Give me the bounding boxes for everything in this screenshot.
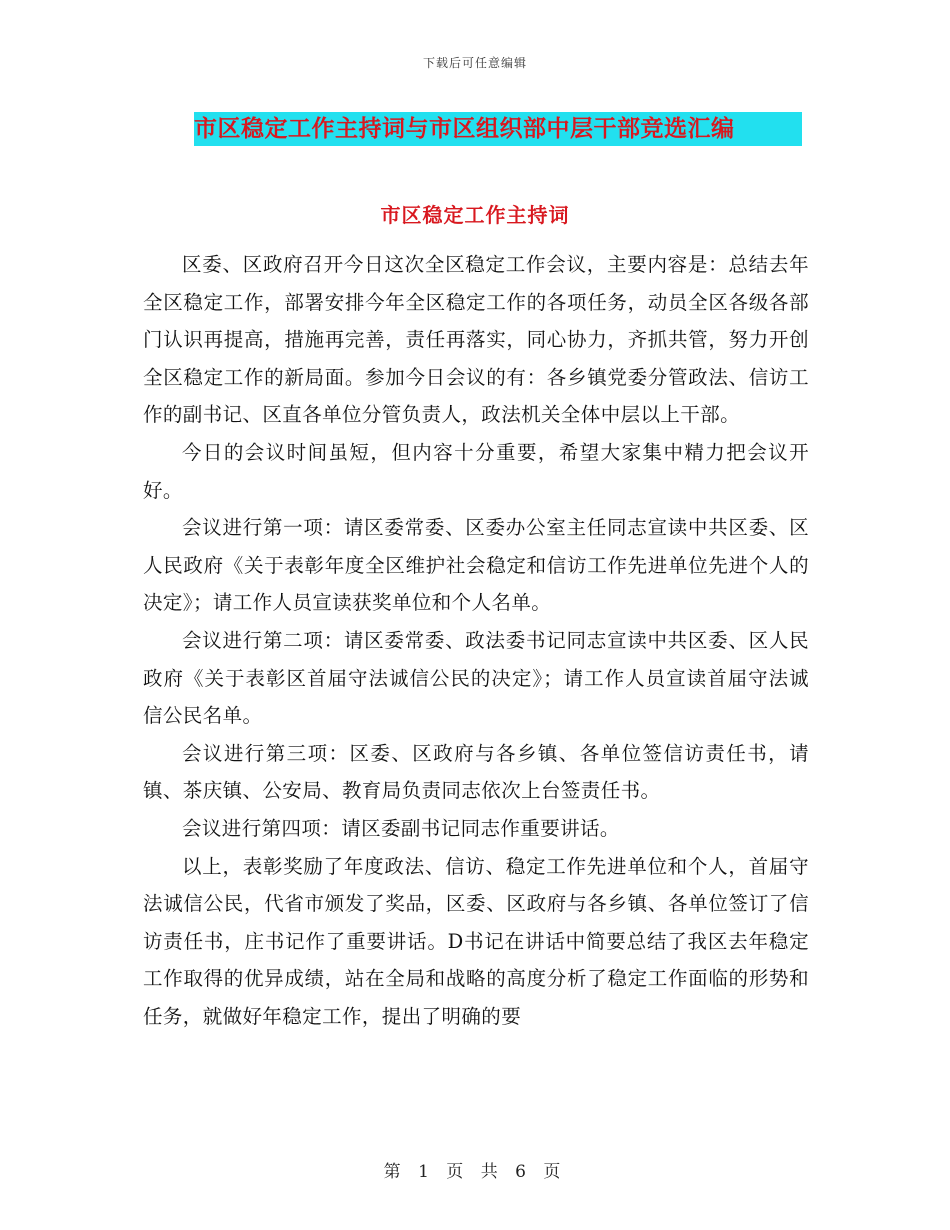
paragraph: 今日的会议时间虽短，但内容十分重要，希望大家集中精力把会议开好。 — [143, 440, 809, 502]
paragraph: 会议进行第二项：请区委常委、政法委书记同志宣读中共区委、区人民政府《关于表彰区首届守法诚信公民的决定》；请工作人员宣读首届守法诚信公民名单。 — [143, 628, 809, 728]
paragraph: 会议进行第四项：请区委副书记同志作重要讲话。 — [182, 816, 620, 840]
section-title: 市区稳定工作主持词 — [380, 203, 570, 227]
main-title: 市区稳定工作主持词与市区组织部中层干部竞选汇编 — [194, 115, 735, 142]
paragraph: 以上，表彰奖励了年度政法、信访、稳定工作先进单位和个人，首届守法诚信公民，代省市颁发了奖品，区委、区政府与各乡镇、各单位签订了信访责任书，庄书记作了重要讲话。D书记在讲话中简要总结了我区去年稳定工作取得的优异成绩，站在全局和战略的高度分析了稳定工作面临的形势和任务，就做好年稳定工作，提出了明确的要 — [143, 854, 809, 1028]
header-note: 下载后可任意编辑 — [422, 56, 527, 70]
main-title-highlight — [194, 112, 802, 146]
body-text — [143, 246, 809, 1035]
paragraph: 区委、区政府召开今日这次全区稳定工作会议，主要内容是：总结去年全区稳定工作，部署安排今年全区稳定工作的各项任务，动员全区各级各部门认识再提高，措施再完善，责任再落实，同心协力，齐抓共管，努力开创全区稳定工作的新局面。参加今日会议的有：各乡镇党委分管政法、信访工作的副书记、区直各单位分管负责人，政法机关全体中层以上干部。 — [143, 253, 809, 427]
paragraph: 会议进行第一项：请区委常委、区委办公室主任同志宣读中共区委、区人民政府《关于表彰年度全区维护社会稳定和信访工作先进单位先进个人的决定》；请工作人员宣读获奖单位和个人名单。 — [143, 516, 809, 615]
paragraph: 会议进行第三项：区委、区政府与各乡镇、各单位签信访责任书，请镇、茶庆镇、公安局、教育局负责同志依次上台签责任书。 — [143, 741, 809, 803]
page-footer: 第 1 页 共 6 页 — [383, 1162, 567, 1182]
